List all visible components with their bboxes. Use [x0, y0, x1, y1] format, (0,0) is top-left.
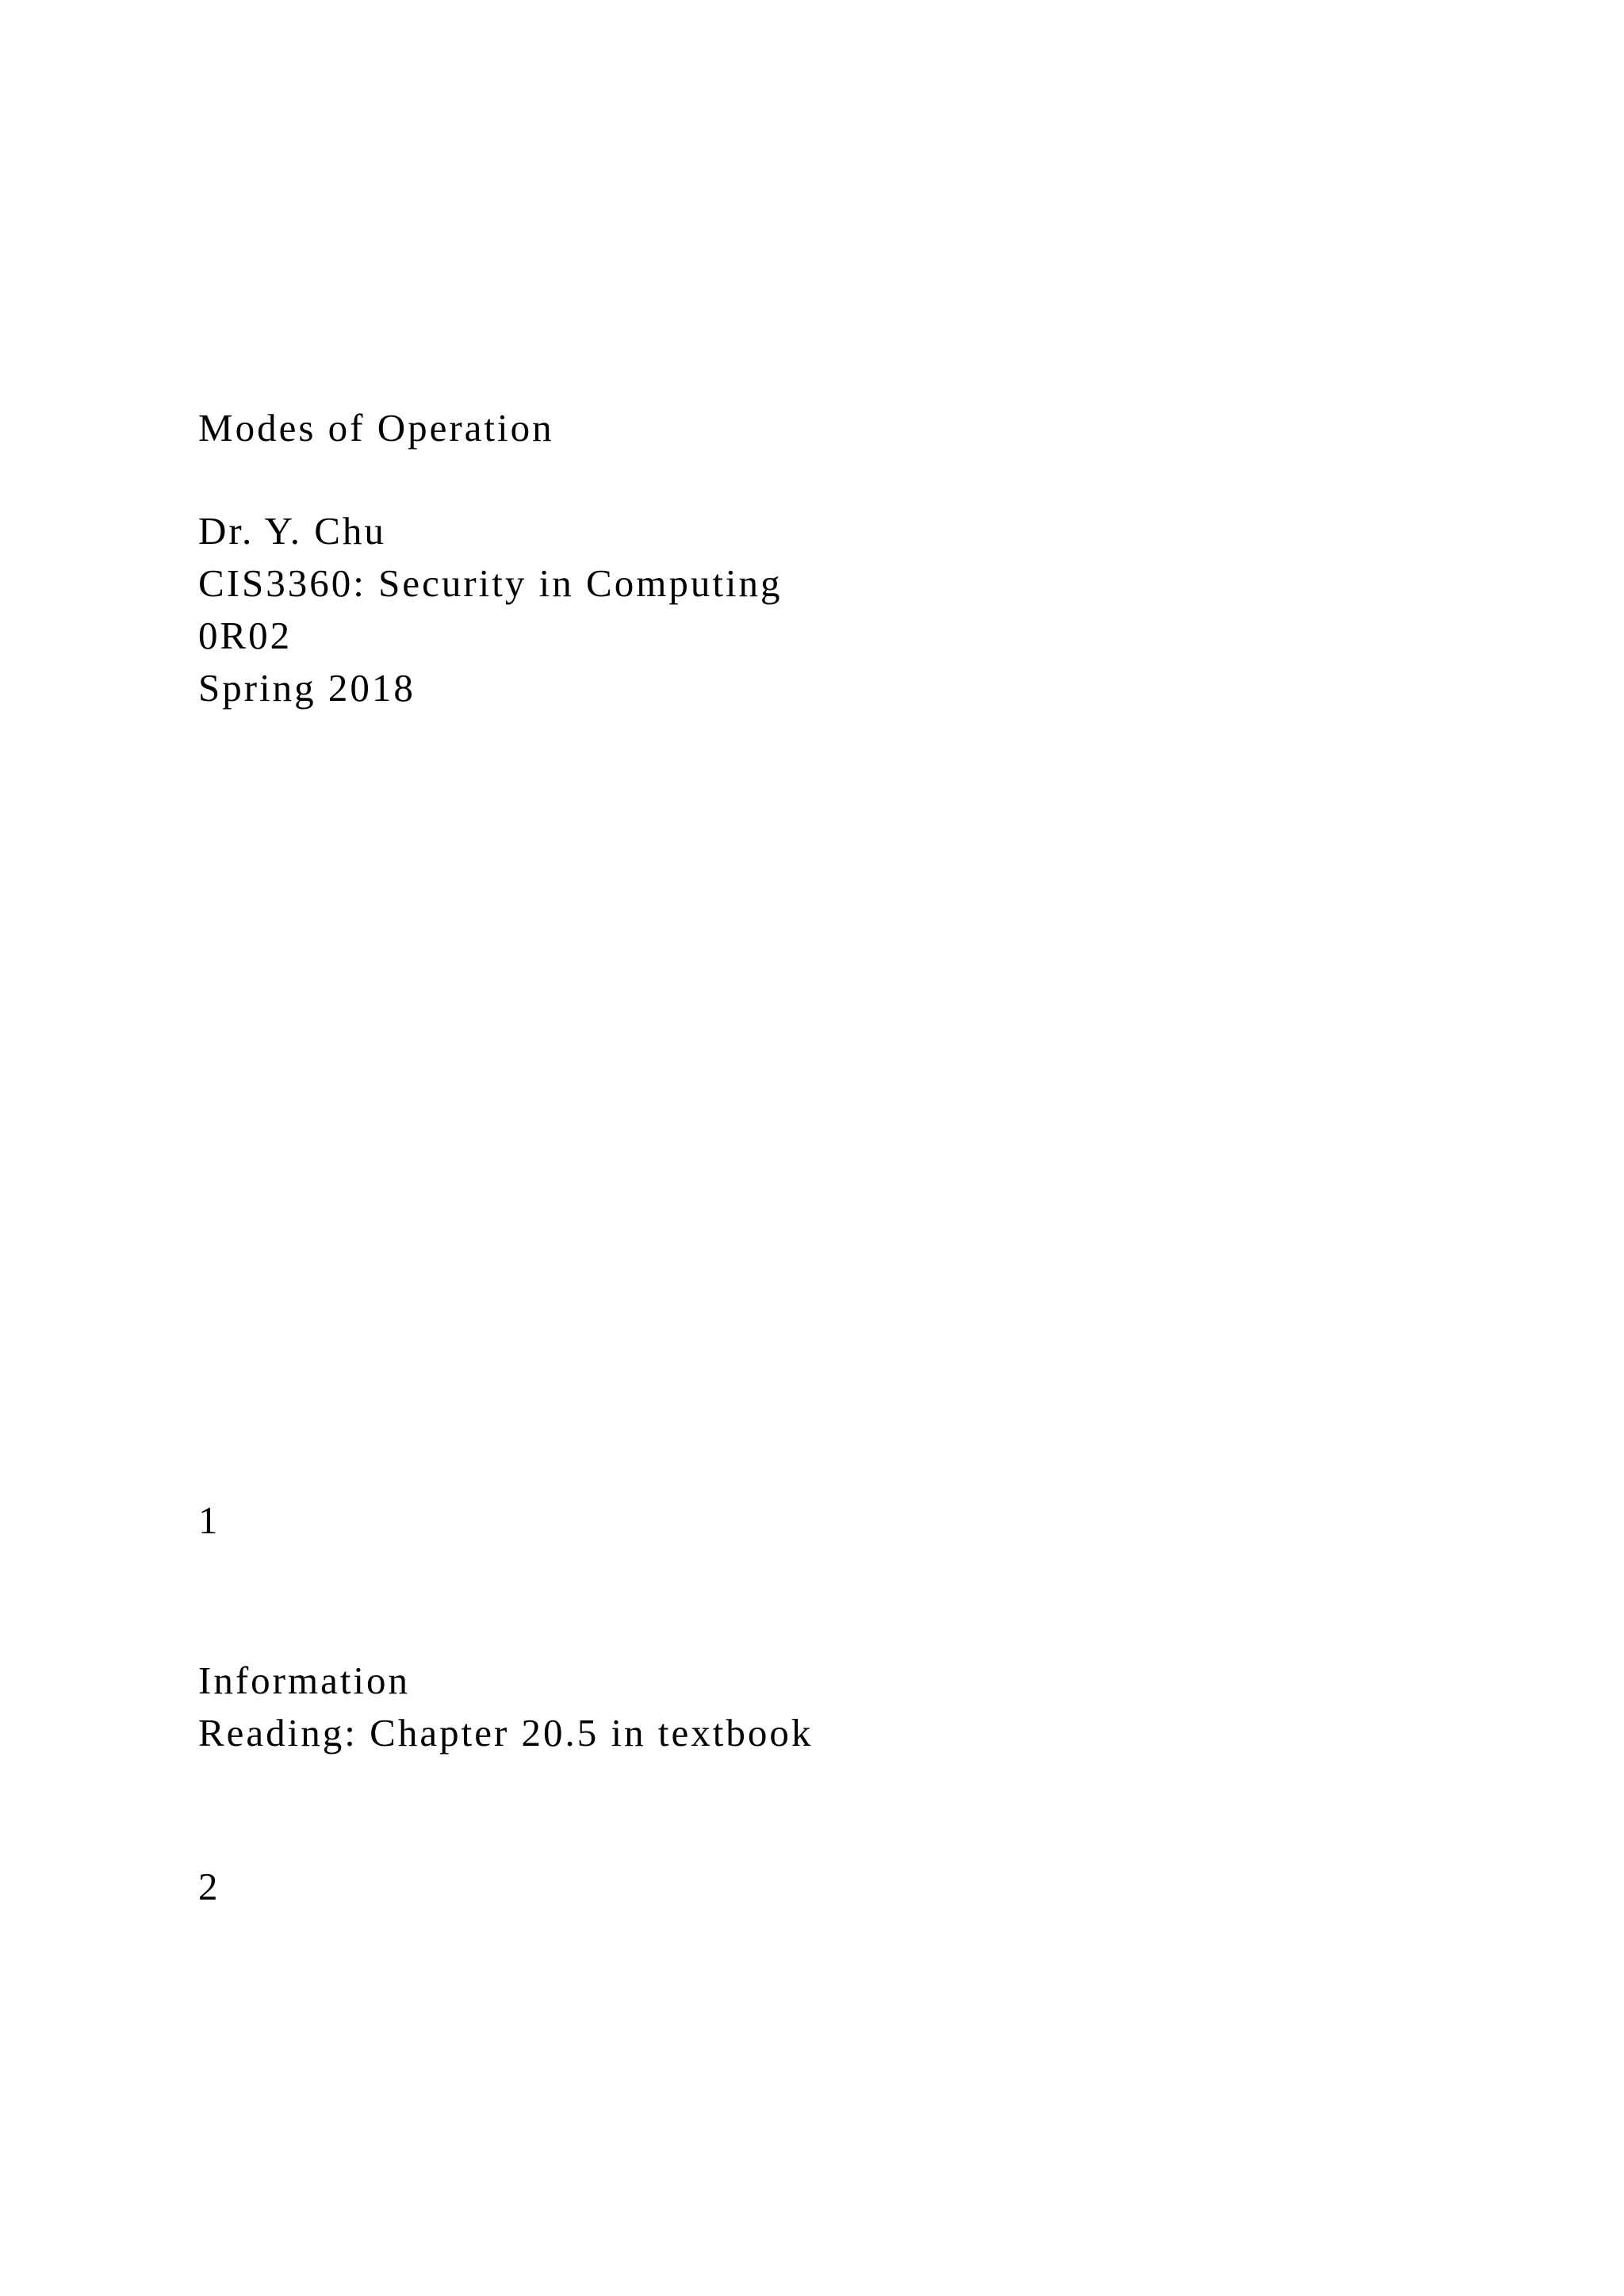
course-name: CIS3360: Security in Computing — [198, 561, 783, 605]
reading-assignment: Reading: Chapter 20.5 in textbook — [198, 1711, 814, 1755]
slide-title: Modes of Operation — [198, 406, 554, 450]
page-number: 1 — [198, 1498, 220, 1542]
course-section: 0R02 — [198, 614, 293, 657]
section-heading: Information — [198, 1659, 411, 1702]
course-term: Spring 2018 — [198, 666, 416, 710]
author-name: Dr. Y. Chu — [198, 509, 386, 553]
page-number: 2 — [198, 1865, 220, 1908]
